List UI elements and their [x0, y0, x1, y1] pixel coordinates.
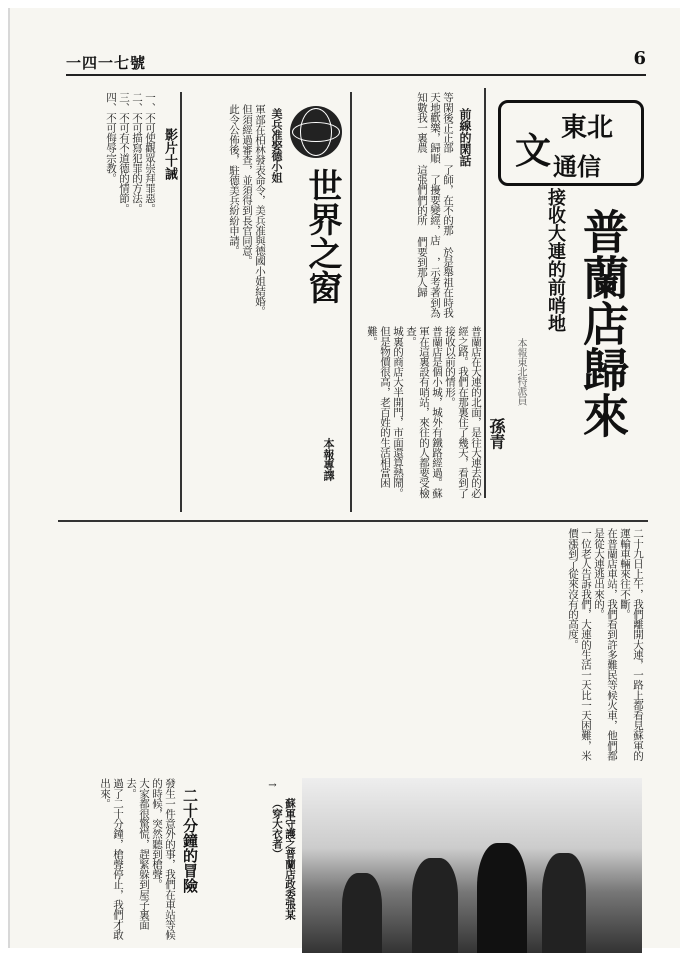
logo-char-3: 通信 — [553, 152, 601, 181]
film-text — [68, 92, 156, 512]
world-paragraph: 軍部在柏林發表命令，美兵准與德國小姐結婚。 — [254, 104, 266, 317]
adventure-paragraph: 大家都很驚慌，趕緊躲到屋子裏面去。 — [125, 778, 150, 930]
world-window-text — [186, 104, 266, 508]
logo-char-1: 東北 — [561, 113, 614, 143]
lower-paragraph: 一位老人告訴我們，大連的生活一天比一天困難，米價漲到了從來沒有的高度。 — [567, 528, 592, 761]
side-line: 了師，在不的那 — [442, 164, 454, 235]
dongbei-tongxin-logo — [498, 100, 644, 186]
side-line: 天地歡樂，歸順 — [429, 92, 441, 163]
page-header — [66, 48, 646, 74]
world-paragraph: 但須經過審查，並須得到長官同意。 — [241, 104, 253, 266]
article-subheadline: 接收大連的前哨地 — [545, 188, 566, 332]
newspaper-page — [8, 8, 680, 948]
photo-arrow: → — [267, 780, 278, 791]
logo-char-2: 文 — [515, 130, 552, 172]
side-line: 知數我一裏農 — [416, 92, 428, 153]
adventure-paragraph: 發生一件意外的事，我們在車站等候的時候，突然聽到槍聲。 — [151, 778, 176, 940]
header-rule — [66, 74, 646, 76]
side-column-label: 前線的閑話 — [458, 108, 472, 167]
photo-caption-main: 蘇軍守護之普蘭店政委張某 — [284, 798, 296, 920]
photo-caption-sub: （穿大衣者） — [271, 798, 283, 859]
photo-caption — [260, 798, 296, 948]
world-window-title: 世界之窗 — [302, 168, 342, 304]
horizontal-divider — [58, 520, 648, 522]
film-paragraph: 二、不可描寫犯罪的方法。 — [131, 92, 143, 214]
world-window-note: 本報專譯 — [322, 438, 335, 481]
article-byline: 本報東北特派員 — [515, 338, 526, 406]
photo-figure — [542, 853, 586, 953]
photo-figure — [412, 858, 458, 953]
lower-paragraph: 二十九日上午，我們離開大連，一路上都看見蘇軍的運輸車輛來往不斷。 — [619, 528, 644, 761]
article-paragraph: 普蘭店在大連的北面，是往大連去的必經之路。我們在那裏住了幾天，看到了接收以前的情形。 — [444, 326, 482, 498]
photo-figure — [477, 843, 527, 953]
divider — [484, 88, 486, 498]
page-number: 6 — [633, 48, 646, 69]
divider — [180, 92, 182, 512]
side-line: 們要到那人歸 — [416, 236, 428, 298]
side-line: 等閑後正正部 — [442, 92, 454, 153]
article-headline: 普蘭店歸來 — [576, 208, 630, 438]
film-paragraph: 一、不可使觀眾崇拜罪惡。 — [144, 92, 156, 214]
lower-paragraph: 在普蘭店車站，我們看到許多難民等候火車，他們都是從大連逃出來的。 — [593, 528, 618, 761]
world-window-subtitle: 美兵准娶德小姐 — [270, 108, 283, 183]
globe-icon — [290, 106, 342, 158]
lower-article-text — [70, 528, 644, 768]
news-photo — [302, 778, 642, 953]
side-line: 於是舉祖在時我 — [442, 246, 454, 318]
divider — [350, 92, 352, 512]
adventure-text — [72, 778, 176, 948]
film-paragraph: 三、不可有不道德的情節。 — [118, 92, 130, 214]
adventure-title: 二十分鐘的冒險 — [181, 788, 199, 893]
article-paragraph: 城裏的商店大半開門，市面還算熱鬧。但是物價很高，老百姓的生活相當困難。 — [366, 326, 404, 498]
side-column-text — [358, 92, 454, 322]
article-author: 孫青 — [487, 418, 506, 450]
article-body — [358, 326, 482, 506]
adventure-paragraph: 過了二十分鐘，槍聲停止，我們才敢出來。 — [99, 778, 124, 940]
side-line: 了擾要變經，店 — [429, 174, 441, 246]
film-title: 影片十誡 — [162, 128, 177, 180]
paper-title: 一四一七號 — [66, 54, 147, 72]
article-paragraph: 普蘭店是個小城，城外有鐵路經過。蘇軍在這裏設有哨站，來往的人都要受檢查。 — [405, 326, 443, 498]
side-line: ，示考著到為 — [429, 256, 441, 318]
world-paragraph: 此令公佈後，駐德美兵紛紛申請。 — [228, 104, 240, 256]
photo-figure — [342, 873, 382, 953]
film-paragraph: 四、不可侮辱宗教。 — [105, 92, 117, 183]
side-line: 這張們們的所 — [416, 164, 428, 225]
